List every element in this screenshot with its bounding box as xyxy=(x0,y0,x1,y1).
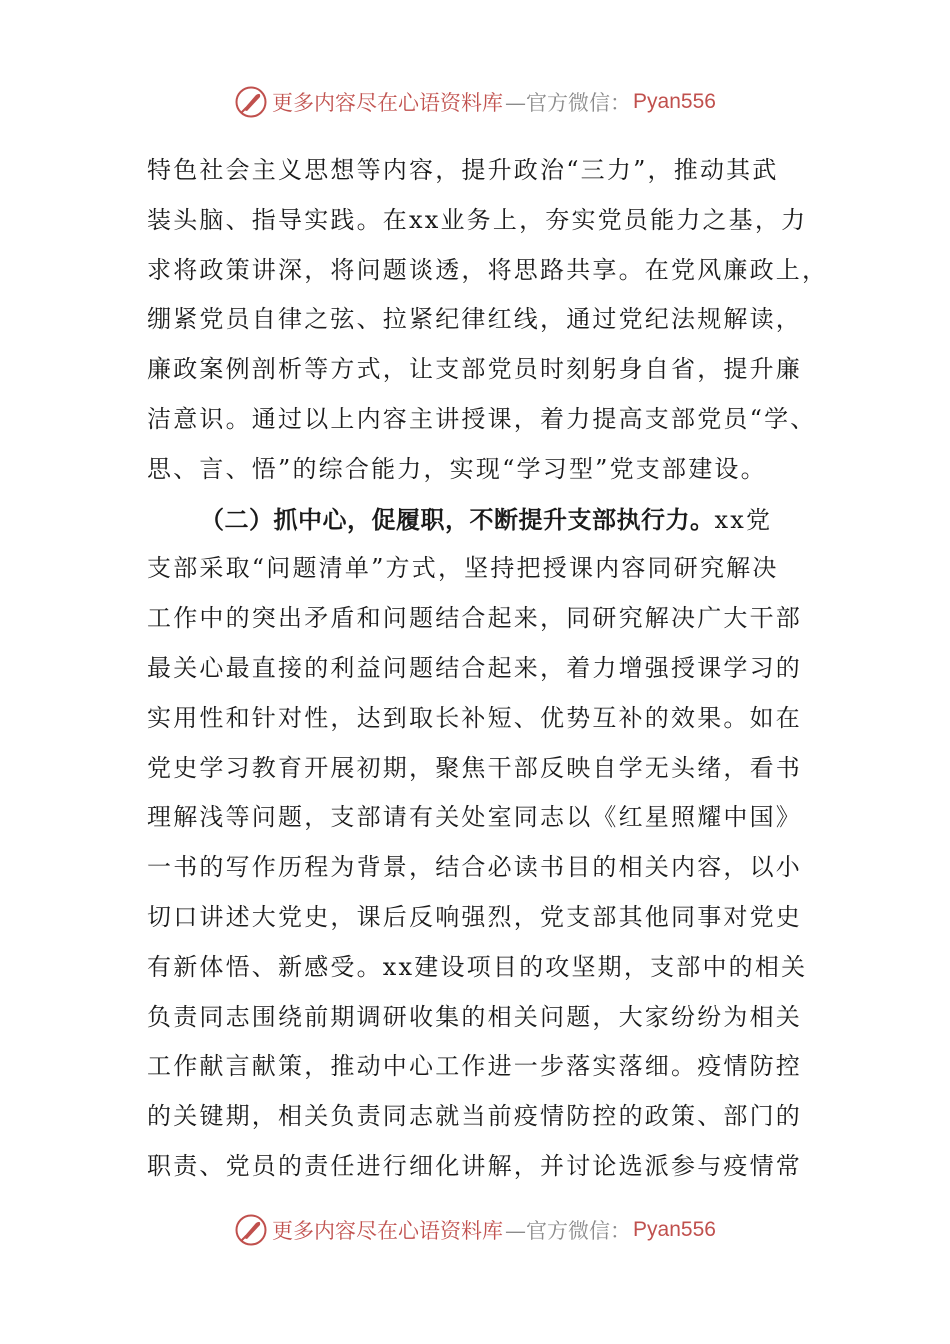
text-line: 思、言、悟”的综合能力，实现“学习型”党支部建设。 xyxy=(147,454,767,483)
text-line: 特色社会主义思想等内容，提升政治“三力”，推动其武 xyxy=(147,156,779,184)
banner-main-text: 更多内容尽在心语资料库 xyxy=(272,91,504,115)
text-line: 求将政策讲深，将问题谈透，将思路共享。在党风廉政上， xyxy=(147,255,829,284)
text-line: 负责同志围绕前期调研收集的相关问题，大家纷纷为相关 xyxy=(147,1002,802,1031)
banner-main-text: 更多内容尽在心语资料库 xyxy=(272,1219,504,1243)
pen-logo-icon xyxy=(234,85,268,119)
banner-wechat-id: Pyan556 xyxy=(633,1218,716,1241)
text-line: 一书的写作历程为背景，结合必读书目的相关内容，以小 xyxy=(147,853,802,882)
text-line: 廉政案例剖析等方式，让支部党员时刻躬身自省，提升廉 xyxy=(147,355,802,384)
banner-separator-text: —官方微信： xyxy=(505,1219,632,1243)
banner-separator-text: —官方微信： xyxy=(505,91,632,115)
text-line: 理解浅等问题，支部请有关处室同志以《红星照耀中国》 xyxy=(147,803,802,832)
text-line: 实用性和针对性，达到取长补短、优势互补的效果。如在 xyxy=(147,703,802,732)
banner-wechat-id: Pyan556 xyxy=(633,90,716,113)
text-line: 切口讲述大党史，课后反响强烈，党支部其他同事对党史 xyxy=(147,902,802,931)
text-line: 洁意识。通过以上内容主讲授课，着力提高支部党员“学、 xyxy=(147,404,817,433)
pen-logo-icon xyxy=(234,1213,268,1247)
text-line: 装头脑、指导实践。在xx业务上，夯实党员能力之基，力 xyxy=(147,205,808,234)
section-first-line-rest: xx党 xyxy=(714,505,773,534)
text-line: 最关心最直接的利益问题结合起来，着力增强授课学习的 xyxy=(147,653,802,682)
text-line: 工作献言献策，推动中心工作进一步落实落细。疫情防控 xyxy=(147,1052,802,1081)
section-first-line xyxy=(147,495,807,545)
text-line: 党史学习教育开展初期，聚焦干部反映自学无头绪，看书 xyxy=(147,753,802,782)
document-body xyxy=(147,146,829,1192)
text-line: 职责、党员的责任进行细化讲解，并讨论选派参与疫情常 xyxy=(147,1151,802,1180)
text-line: 支部采取“问题清单”方式，坚持把授课内容同研究解决 xyxy=(147,554,779,583)
text-line: 绷紧党员自律之弦、拉紧纪律红线，通过党纪法规解读， xyxy=(147,305,802,334)
section-heading: （二）抓中心，促履职，不断提升支部执行力。 xyxy=(200,504,715,534)
text-line: 工作中的突出矛盾和问题结合起来，同研究解决广大干部 xyxy=(147,604,802,633)
footer-banner xyxy=(0,1208,950,1252)
header-banner xyxy=(0,80,950,124)
text-line: 的关键期，相关负责同志就当前疫情防控的政策、部门的 xyxy=(147,1102,802,1131)
text-line: 有新体悟、新感受。xx建设项目的攻坚期，支部中的相关 xyxy=(147,952,808,981)
